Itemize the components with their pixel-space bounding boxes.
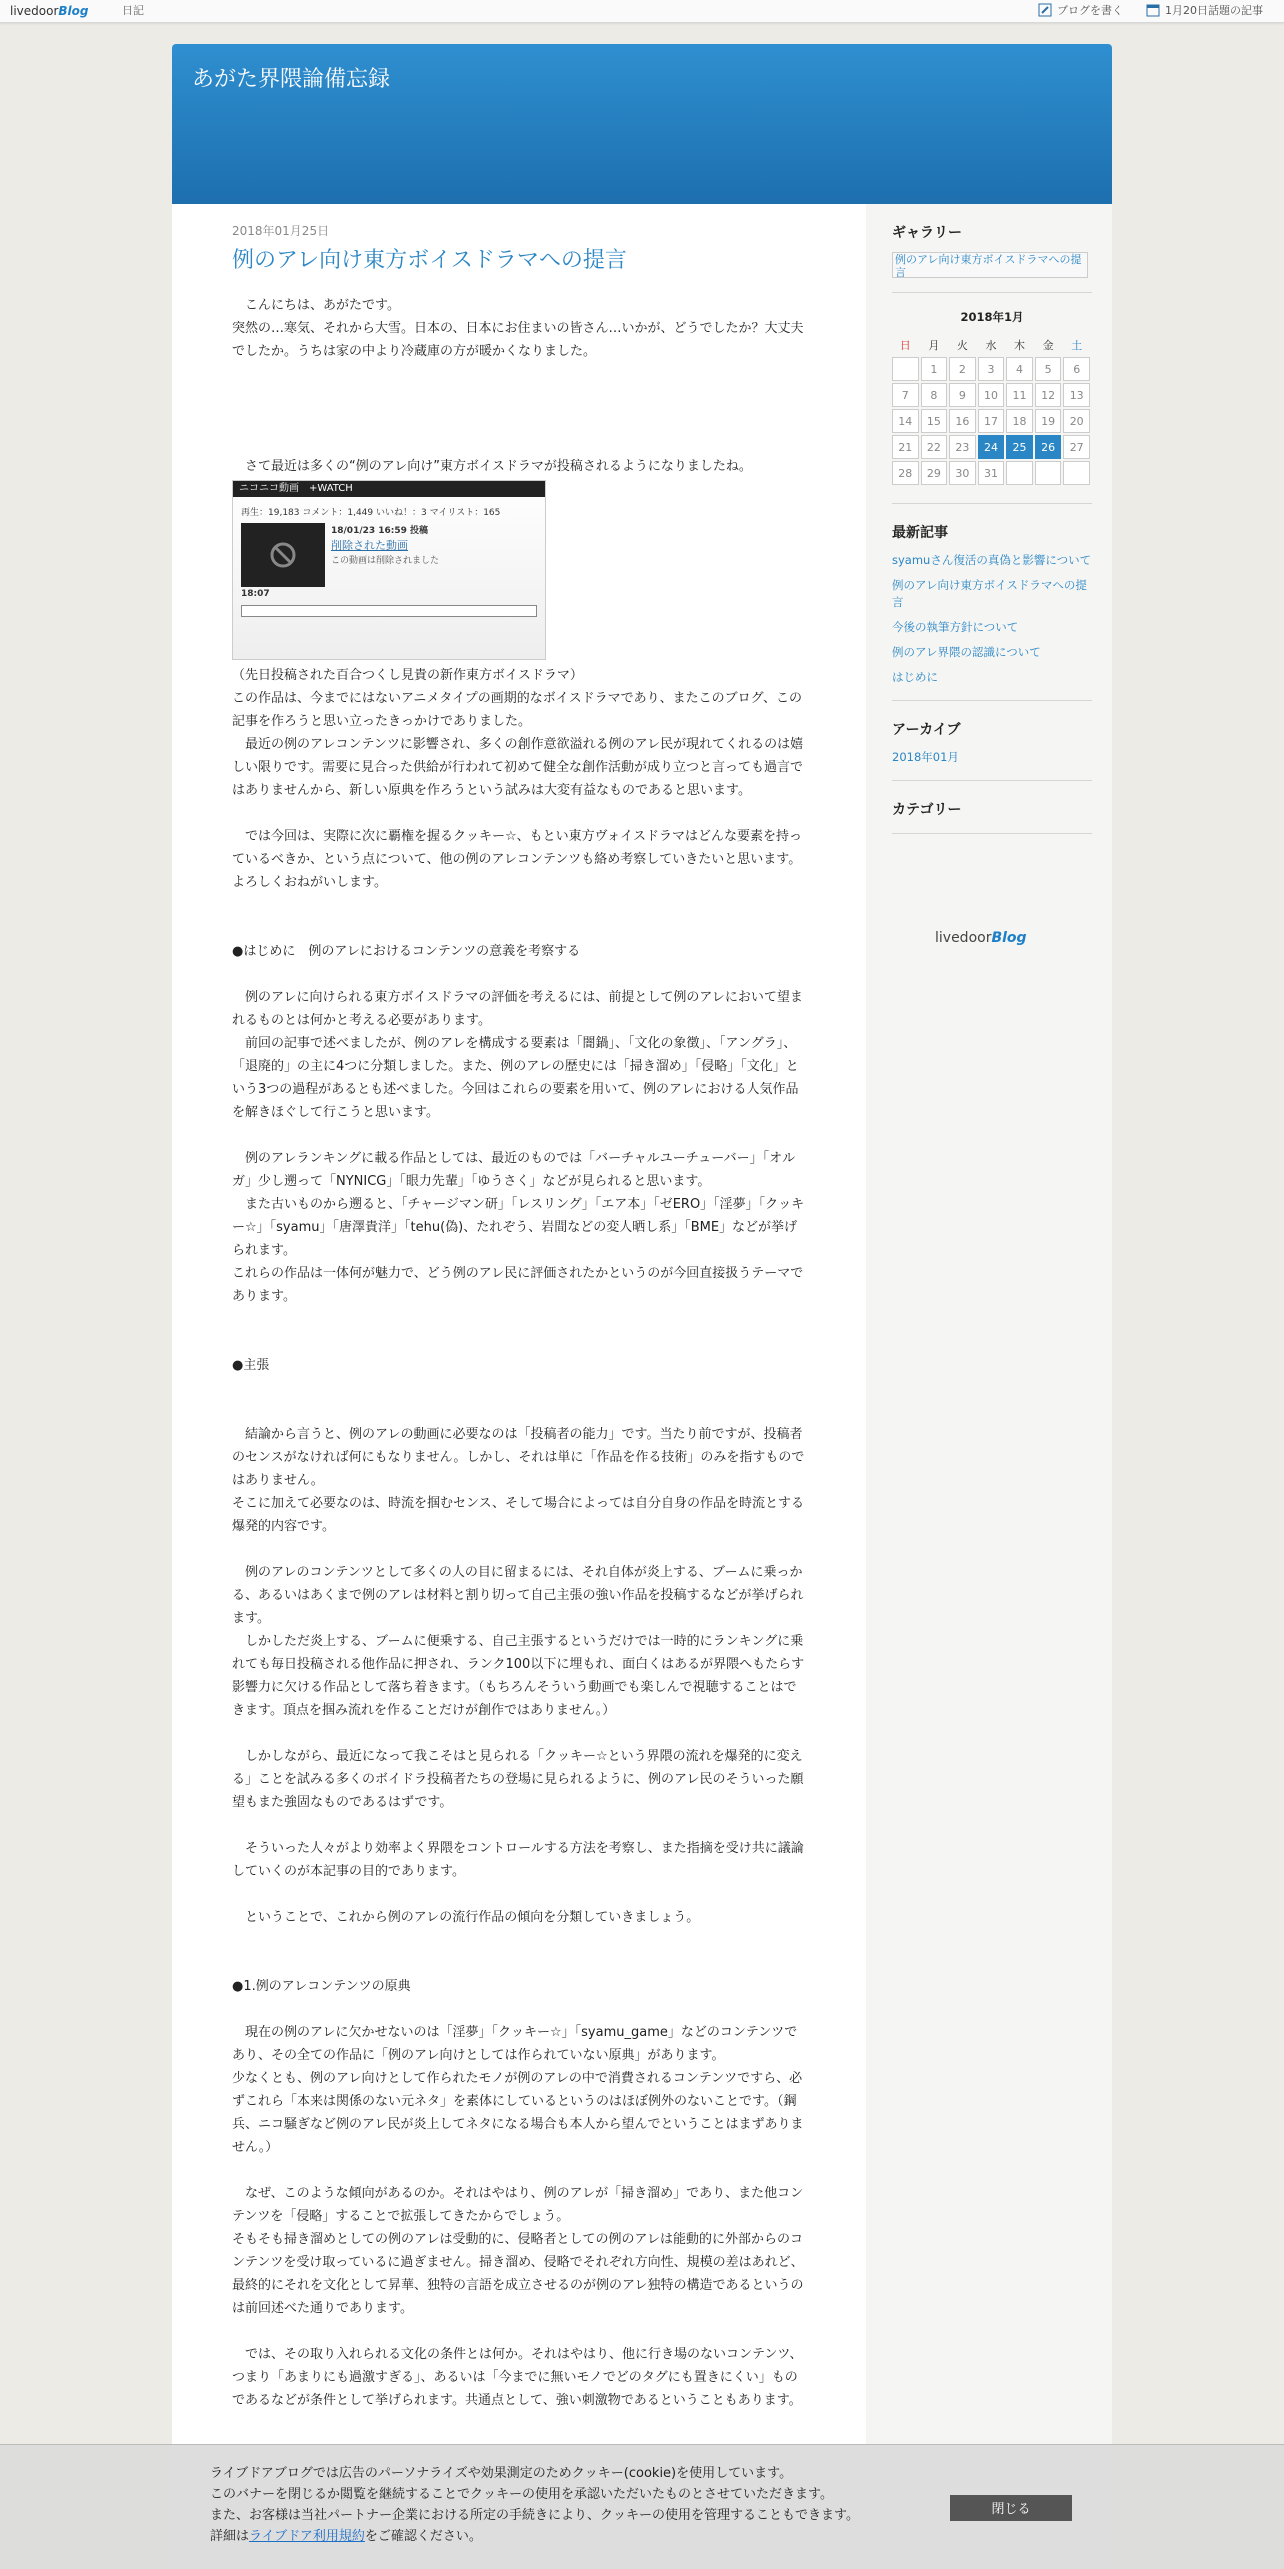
paragraph: そこに加えて必要なのは、時流を掴むセンス、そして場合によっては自分自身の作品を時流とする爆発的内容です。: [232, 1496, 805, 1534]
calendar-day: 27: [1063, 435, 1090, 459]
calendar-day: 6: [1063, 357, 1090, 381]
article-date: 2018年01月25日: [232, 224, 330, 238]
calendar-day: 10: [978, 383, 1005, 407]
embed-header: ニコニコ動画 +WATCH: [233, 481, 545, 497]
article-title[interactable]: 例のアレ向け東方ボイスドラマへの提言: [232, 248, 627, 273]
recent-post-link[interactable]: syamuさん復活の真偽と影響について: [892, 553, 1092, 567]
paragraph: 前回の記事で述べましたが、例のアレを構成する要素は「闇鍋」、「文化の象徴」、「アングラ」、「退廃的」の主に4つに分類しました。また、例のアレの歴史には「掃き溜め」「侵略」「文化」という3つの過程があるとも述べました。今回はこれらの要素を用いて、例のアレにおける人気作品を解きほぐして行こうと思います。: [232, 1036, 799, 1120]
niconico-embed[interactable]: [232, 480, 546, 660]
calendar-day: 21: [892, 435, 919, 459]
paragraph: 現在の例のアレに欠かせないのは「淫夢」「クッキー☆」「syamu_game」などのコンテンツであり、その全ての作品に「例のアレ向けとしては作られていない原典」があります。: [232, 2025, 798, 2063]
blog-title[interactable]: あがた界隈論備忘録: [192, 67, 391, 92]
gallery-image[interactable]: 例のアレ向け東方ボイスドラマへの提言: [892, 252, 1088, 278]
diary-link[interactable]: 日記: [122, 4, 144, 17]
paragraph: これらの作品は一体何が魅力で、どう例のアレ民に評価されたかというのが今回直接扱うテーマであります。: [232, 1266, 804, 1304]
calendar-day: 1: [921, 357, 948, 381]
archive-link[interactable]: 2018年01月: [892, 750, 959, 764]
terms-link[interactable]: ライブドア利用規約: [249, 2529, 365, 2544]
recent-post-link[interactable]: 例のアレ向け東方ボイスドラマへの提言: [892, 578, 1087, 609]
paragraph: 突然の…寒気、それから大雪。日本の、日本にお住まいの皆さん…いかが、どうでしたか？大丈夫でしたか。うちは家の中より冷蔵庫の方が暖かくなりました。: [232, 321, 804, 359]
paragraph: そもそも掃き溜めとしての例のアレは受動的に、侵略者としての例のアレは能動的に外部からのコンテンツを受け取っているに過ぎません。掃き溜め、侵略でそれぞれ方向性、規模の差はあれど、最終的にそれを文化として昇華、独特の言語を成立させるのが例のアレ独特の構造であるというのは前回述べた通りであります。: [232, 2232, 804, 2316]
calendar-day: 31: [978, 461, 1005, 485]
paragraph: 最近の例のアレコンテンツに影響され、多くの創作意欲溢れる例のアレ民が現れてくれるのは嬉しい限りです。需要に見合った供給が行われて初めて健全な創作活動が成り立つと言っても過言ではありませんから、新しい原典を作ろうという試みは大変有益なものであると思います。: [232, 737, 804, 798]
category-heading: カテゴリー: [892, 802, 962, 818]
calendar-day: 20: [1063, 409, 1090, 433]
paragraph: ということで、これから例のアレの流行作品の傾向を分類していきましょう。: [232, 1910, 700, 1925]
embed-stats: 再生：19,183 コメント：1,449 いいね！：3 マイリスト：165: [241, 508, 501, 518]
calendar-day: 28: [892, 461, 919, 485]
calendar-day: 17: [978, 409, 1005, 433]
gallery-heading: ギャラリー: [892, 225, 962, 241]
embed-video-link[interactable]: 削除された動画: [331, 539, 408, 552]
paragraph: この作品は、今までにはないアニメタイプの画期的なボイスドラマであり、またこのブログ、この記事を作ろうと思い立ったきっかけでありました。: [232, 691, 803, 729]
paragraph: （先日投稿された百合つくし見貴の新作東方ボイスドラマ）: [232, 668, 583, 683]
calendar-weekday: 火: [956, 339, 968, 352]
write-blog-link[interactable]: ブログを書く: [1038, 0, 1123, 22]
calendar-day[interactable]: 25: [1006, 435, 1033, 459]
calendar-weekday: 土: [1071, 339, 1083, 352]
embed-progress-bar: [241, 605, 537, 617]
paragraph: しかしながら、最近になって我こそはと見られる「クッキー☆という界隈の流れを爆発的に変える」ことを試みる多くのボイドラ投稿者たちの登場に見られるように、例のアレ民のそういった願望もまた強固なものであるはずです。: [232, 1749, 804, 1810]
calendar-day[interactable]: 24: [978, 435, 1005, 459]
article-body: [232, 294, 807, 2412]
calendar-weekday: 日: [899, 339, 911, 352]
blog-header: [172, 44, 1112, 204]
livedoor-blog-logo[interactable]: livedoorBlog: [10, 4, 89, 18]
calendar-day: 23: [949, 435, 976, 459]
calendar-day: [892, 357, 919, 381]
recent-posts-heading: 最新記事: [892, 525, 948, 541]
recent-posts-list: [892, 552, 1092, 686]
section-heading: ●1.例のアレコンテンツの原典: [232, 1979, 411, 1994]
top-bar: [0, 0, 1284, 23]
calendar-day: 30: [949, 461, 976, 485]
calendar-day: [1006, 461, 1033, 485]
paragraph: 例のアレのコンテンツとして多くの人の目に留まるには、それ自体が炎上する、ブームに乗っかる、あるいはあくまで例のアレは材料と割り切って自己主張の強い作品を投稿するなどが挙げられます。: [232, 1565, 804, 1626]
paragraph: 少なくとも、例のアレ向けとして作られたモノが例のアレの中で消費されるコンテンツですら、必ずこれら「本来は関係のない元ネタ」を素体にしているというのはほぼ例外のないことです。（鋼兵、ニコ騒ぎなど例のアレ民が炎上してネタになる場合も本人から望んでということはまずありません。）: [232, 2071, 804, 2155]
topic-articles-link[interactable]: 1月20日話題の記事: [1146, 0, 1263, 22]
recent-post-link[interactable]: 例のアレ界隈の認識について: [892, 645, 1041, 659]
paragraph: さて最近は多くの“例のアレ向け”東方ボイスドラマが投稿されるようになりましたね。: [232, 459, 752, 474]
calendar-day: 18: [1006, 409, 1033, 433]
calendar-day: 14: [892, 409, 919, 433]
embed-post-date: 18/01/23 16:59 投稿: [331, 526, 429, 536]
calendar-day: 29: [921, 461, 948, 485]
calendar-weekday: 水: [985, 339, 997, 352]
calendar-day: 11: [1006, 383, 1033, 407]
calendar: [890, 333, 1092, 487]
cookie-close-button[interactable]: 閉じる: [950, 2495, 1072, 2521]
paragraph: 例のアレに向けられる東方ボイスドラマの評価を考えるには、前提として例のアレにおいて望まれるものとは何かと考える必要があります。: [232, 990, 803, 1028]
recent-post-link[interactable]: 今後の執筆方針について: [892, 620, 1019, 634]
deleted-video-icon: [268, 540, 298, 570]
calendar-day[interactable]: 26: [1035, 435, 1062, 459]
calendar-day: 2: [949, 357, 976, 381]
paragraph: では今回は、実際に次に覇権を握るクッキー☆、もとい東方ヴォイスドラマはどんな要素を持っているべきか、という点について、他の例のアレコンテンツも絡め考察していきたいと思います。よろしくおねがいします。: [232, 829, 803, 890]
cookie-text: ライブドアブログでは広告のパーソナライズや効果測定のためクッキー(cookie)を使用しています。 このバナーを閉じるか閲覧を継続することでクッキーの使用を承認いただいたものとさせていただきます。 また、お客様は当社パートナー企業における所定の手続きにより、クッキーの使用を管理することもできます。 詳細はライブドア利用規約をご確認ください。: [210, 2466, 859, 2544]
calendar-day: 9: [949, 383, 976, 407]
calendar-day: 5: [1035, 357, 1062, 381]
paragraph: なぜ、このような傾向があるのか。それはやはり、例のアレが「掃き溜め」であり、また他コンテンツを「侵略」することで拡張してきたからでしょう。: [232, 2186, 804, 2224]
calendar-day: 19: [1035, 409, 1062, 433]
calendar-day: 15: [921, 409, 948, 433]
section-heading: ●はじめに 例のアレにおけるコンテンツの意義を考察する: [232, 944, 581, 959]
paragraph: そういった人々がより効率よく界隈をコントロールする方法を考察し、また指摘を受け共に議論していくのが本記事の目的であります。: [232, 1841, 804, 1879]
embed-duration: 18:07: [241, 589, 270, 599]
archive-heading: アーカイブ: [892, 722, 961, 738]
calendar-day: [1035, 461, 1062, 485]
pencil-icon: [1038, 3, 1052, 17]
sidebar: [892, 222, 1092, 834]
paragraph: 例のアレランキングに載る作品としては、最近のものでは「バーチャルユーチューバー」「オルガ」少し遡って「NYNICG」「眼力先輩」「ゆうさく」などが見られると思います。: [232, 1151, 796, 1189]
livedoor-blog-footer-logo[interactable]: livedoorBlog: [935, 930, 1027, 946]
calendar-day: 13: [1063, 383, 1090, 407]
calendar-weekday: 月: [928, 339, 940, 352]
calendar-day: 22: [921, 435, 948, 459]
calendar-title: 2018年1月: [960, 310, 1024, 324]
recent-post-link[interactable]: はじめに: [892, 670, 938, 684]
paragraph: こんにちは、あがたです。: [232, 298, 400, 313]
cookie-banner: [0, 2444, 1284, 2569]
calendar-icon: [1146, 3, 1160, 17]
paragraph: 結論から言うと、例のアレの動画に必要なのは「投稿者の能力」です。当たり前ですが、投稿者のセンスがなければ何にもなりません。しかし、それは単に「作品を作る技術」のみを指すものではありません。: [232, 1427, 805, 1488]
section-heading: ●主張: [232, 1358, 270, 1373]
paragraph: しかしただ炎上する、ブームに便乗する、自己主張するというだけでは一時的にランキングに乗れても毎日投稿される他作品に押され、ランク100以下に埋もれ、面白くはあるが界隈へもたらす影響力に欠ける作品として落ち着きます。（もちろんそういう動画でも楽しんで視聴することはできます。頂点を掴み流れを作ることだけが創作ではありません。）: [232, 1634, 805, 1718]
paragraph: また古いものから遡ると、「チャージマン研」「レスリング」「エア本」「ゼERO」「淫夢」「クッキー☆」「syamu」「唐澤貴洋」「tehu(偽)、たれぞう、岩間などの変人晒し系」「BME」などが挙げられます。: [232, 1197, 805, 1258]
paragraph: では、その取り入れられる文化の条件とは何か。それはやはり、他に行き場のないコンテンツ、つまり「あまりにも過激すぎる」、あるいは「今までに無いモノでどのタグにも置きにくい」ものであるなどが条件として挙げられます。共通点として、強い刺激物であるということもあります。: [232, 2347, 803, 2408]
calendar-weekday: 金: [1042, 339, 1054, 352]
calendar-day: 7: [892, 383, 919, 407]
video-thumbnail[interactable]: [241, 523, 325, 587]
calendar-day: 12: [1035, 383, 1062, 407]
calendar-day: 16: [949, 409, 976, 433]
calendar-day: 3: [978, 357, 1005, 381]
calendar-weekday: 木: [1014, 339, 1026, 352]
article: [232, 222, 807, 2412]
calendar-day: 4: [1006, 357, 1033, 381]
calendar-day: [1063, 461, 1090, 485]
calendar-day: 8: [921, 383, 948, 407]
embed-description: この動画は削除されました: [331, 556, 440, 566]
